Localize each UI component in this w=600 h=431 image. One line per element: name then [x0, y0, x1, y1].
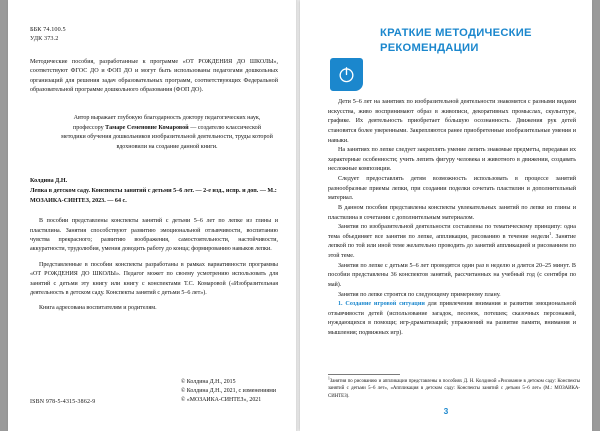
copyright-line: © Колдина Д.Н., 2015: [180, 379, 236, 385]
annotation-block: [30, 217, 278, 313]
plan-item: [328, 300, 576, 339]
bbk-code: ББК 74.100.5: [30, 26, 66, 33]
dedication-block: [60, 114, 274, 153]
program-note: Методические пособия, разработанные к программе «ОТ РОЖДЕНИЯ ДО ШКОЛЫ», соответствуют ФГОС ДО и ФОП ДО и могут быть использованы педагогами дошкольных организаций для решения задач образовательных программ, соответствующих Федеральной образовательной программе дошкольного образования (ФОП ДО).: [30, 58, 278, 94]
plan-item-text: для привлечения внимания и развития эмоциональной отзывчивости детей (использование загадок, песенок, потешек; сказочных персонажей, нуждающихся в помощи; игр-драматизаций; упражнений на развитие памяти, внимания и мышления; подвижных игр).: [328, 301, 576, 336]
footnote-paragraph-after: . Занятие лепкой по той или иной теме желательно проводить до занятий аппликацией и рисованием по этой теме.: [328, 233, 577, 259]
cip-title: Лепка в детском саду. Конспекты занятий с детьми 5–6 лет. — 2-е изд., испр. и доп. — М.: МОЗАИКА-СИНТЕЗ, 2023. — 64 с.: [30, 187, 277, 204]
body-paragraph: Занятия по лепке с детьми 5–6 лет проводятся один раз в неделю и длятся 20–25 минут. В пособии представлены 36 конспектов занятий, рассчитанных на учебный год (с сентября по май).: [328, 262, 576, 288]
library-codes: [30, 26, 278, 44]
footnote-block: [328, 374, 580, 400]
right-page: [300, 0, 592, 431]
cip-record: [30, 177, 278, 206]
page-title: КРАТКИЕ МЕТОДИЧЕСКИЕ РЕКОМЕНДАЦИИ: [380, 27, 532, 54]
annotation-paragraph: Представленные в пособии конспекты разработаны в рамках вариативности программы «ОТ РОЖДЕНИЯ ДО ШКОЛЫ». Педагог может по своему усмотрению использовать для занятий с детьми эту книгу или книгу с конспектами Т.С. Комаровой («Изобразительная деятельность в детском саду. Конспекты занятий с детьми 5–6 лет»).: [30, 261, 278, 296]
footnote-text: Занятия по рисованию и аппликации представлены в пособиях Д. Н. Колдиной «Рисование в детском саду: Конспекты занятий с детьми 5–6 лет», «Аппликация в детском саду: Конспекты занятий с детьми 5–6 лет» (М.: МОЗАИКА-СИНТЕЗ).: [328, 379, 580, 399]
body-paragraph: На занятиях по лепке следует закреплять умение лепить знакомые предметы, передавая их характерные особенности; учить лепить фигуру человека и животного в движении, создавать несложные композиции.: [328, 147, 576, 173]
left-page-content: [30, 26, 278, 314]
body-paragraph: В данном пособии представлены конспекты увлекательных занятий по лепке из глины и пластилина в сочетании с дополнительным материалом.: [328, 204, 576, 221]
body-paragraph-with-footnote: [328, 223, 576, 262]
body-paragraph: Дети 5–6 лет на занятиях по изобразительной деятельности знакомятся с разными видами искусства, живо воспринимают образ в живописи, декоративных промыслах, скульптуре, графике. Их деятельность приобретает бо́льшую осознанность. Движения рук детей становятся более уверенными. Закрепляются ранее приобретенные изобразительные умения и навыки.: [328, 99, 576, 144]
cip-author: Колдина Д.Н.: [30, 178, 68, 185]
body-paragraph: Занятия по лепке строятся по следующему примерному плану.: [338, 291, 501, 298]
left-page: [8, 0, 298, 431]
footnote-text-row: [328, 378, 580, 400]
footnote-marker: 1: [549, 230, 552, 236]
power-icon: [330, 58, 363, 91]
plan-item-heading: 1. Создание игровой ситуации: [338, 301, 425, 308]
footnote-marker-ref: 1: [328, 376, 330, 381]
copyright-block: [181, 378, 282, 405]
udk-code: УДК 373.2: [30, 34, 59, 42]
dedication-part-2: — создателю классической методики обучения дошкольников изобразительной деятельности, труды которой вдохновили на создание данной книги.: [61, 124, 273, 151]
footnote-paragraph-before: Занятия по изобразительной деятельности составлены по тематическому принципу: одна тема объединяет все занятия по лепке, аппликации, рисованию в течение недели: [328, 224, 576, 240]
body-text: [328, 98, 576, 339]
body-paragraph: Следует предоставлять детям возможность использовать в процессе занятий разнообразные приемы лепки, при создании поделки сочетать пластилин и дополнительный материал.: [328, 176, 576, 202]
dedication-honoree-name: Тамаре Семеновне Комаровой: [105, 124, 189, 131]
footnote-separator: [328, 374, 400, 375]
annotation-paragraph: В пособии представлены конспекты занятий с детьми 5–6 лет по лепке из глины и пластилина. Занятия способствуют развитию эмоциональной отзывчивости, воспитанию чувства прекрасного; развитию воображения, самостоятельности, настойчивости, аккуратности, трудолюбия, умения доводить работу до конца; формированию навыков лепки.: [30, 218, 278, 253]
isbn-copyright-row: [30, 378, 282, 405]
copyright-line: © Колдина Д.Н., 2021, с изменениями: [180, 388, 276, 395]
page-number: 3: [443, 406, 449, 416]
chapter-header: [328, 22, 576, 94]
isbn-number: ISBN 978-5-4315-3862-9: [30, 399, 96, 406]
right-page-content: [328, 22, 576, 339]
dedication-part-1: Автор выражает глубокую благодарность доктору педагогических наук, профессору: [73, 114, 261, 131]
copyright-line: © «МОЗАИКА-СИНТЕЗ», 2021: [180, 397, 262, 404]
annotation-paragraph: Книга адресована воспитателям и родителям.: [39, 305, 157, 312]
